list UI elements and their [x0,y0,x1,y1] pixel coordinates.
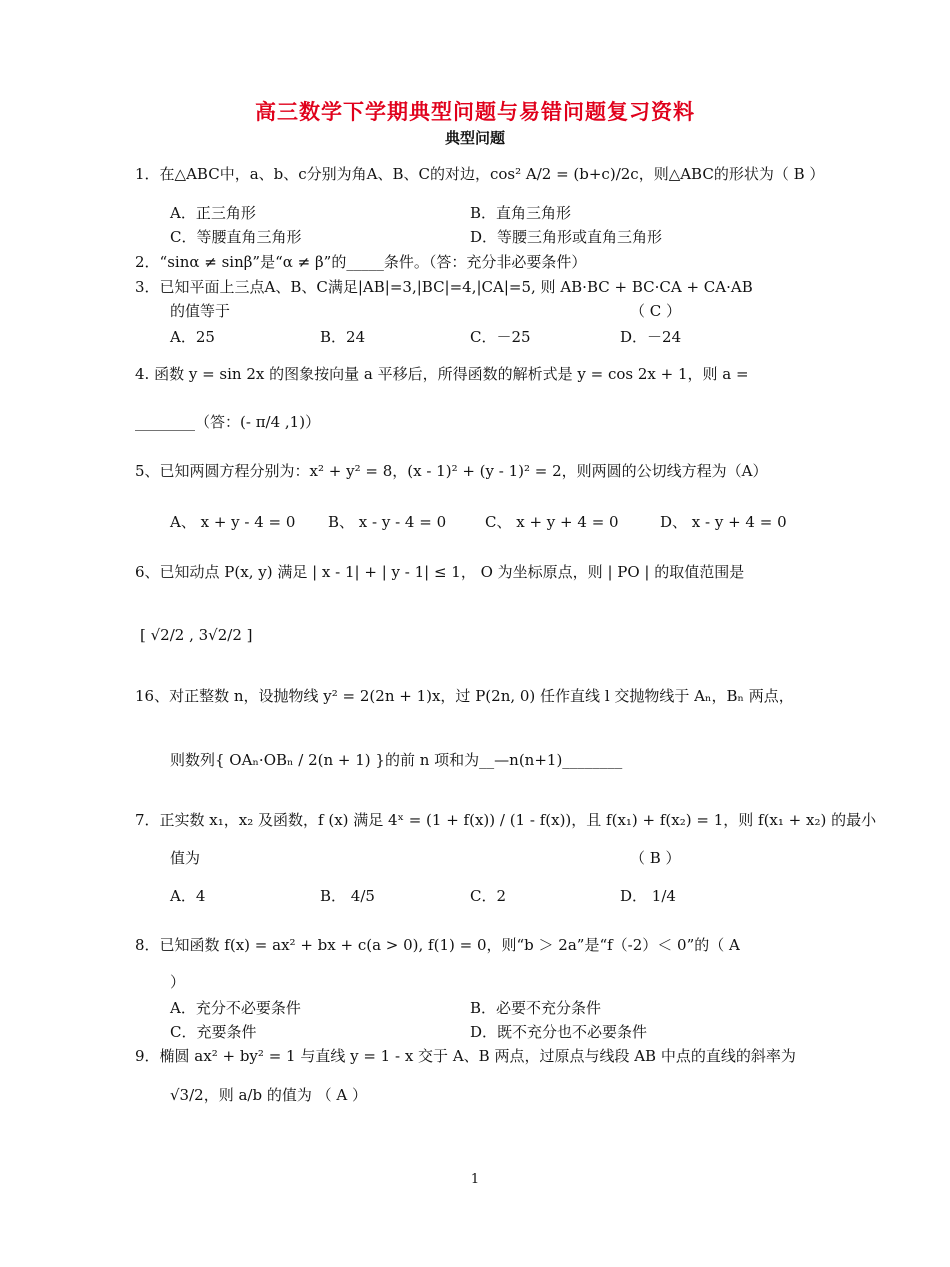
question-1-option-c: C．等腰直角三角形 [170,228,302,246]
question-1-option-a: A．正三角形 [170,204,256,222]
question-7-stem: 7．正实数 x₁，x₂ 及函数，f (x) 满足 4ˣ = (1 + f(x)) / (1 - f(x))，且 f(x₁) + f(x₂) = 1，则 f(x₁ + x₂) 的最小 [135,811,877,829]
question-7-option-c: C．2 [470,887,507,905]
question-9-stem-continued: √3/2，则 a/b 的值为 （ A ） [170,1086,367,1104]
page-number: 1 [470,1172,480,1187]
question-3-option-a: A．25 [170,328,215,346]
question-7-answer: （ B ） [630,849,681,867]
question-8-option-a: A．充分不必要条件 [170,999,301,1017]
question-3-answer: （ C ） [630,302,682,320]
question-8-stem-continued: ） [170,973,186,991]
question-5-stem: 5、已知两圆方程分别为：x² + y² = 8，(x - 1)² + (y - 1)² = 2，则两圆的公切线方程为（A） [135,462,768,480]
question-8-stem: 8．已知函数 f(x) = ax² + bx + c(a > 0), f(1) = 0，则“b ＞ 2a”是“f（-2）＜ 0”的（ A [135,936,740,954]
question-7-option-d: D． 1/4 [620,887,676,905]
question-5-option-b: B、 x - y - 4 = 0 [328,513,447,531]
question-6-answer: [ √2/2 , 3√2/2 ] [140,626,253,644]
section-heading: 典型问题 [444,129,505,147]
question-1-option-d: D．等腰三角形或直角三角形 [470,228,663,246]
question-7-option-b: B． 4/5 [320,887,375,905]
question-3-stem: 3．已知平面上三点A、B、C满足|AB|=3,|BC|=4,|CA|=5, 则 AB·BC + BC·CA + CA·AB [135,278,753,296]
question-1-stem: 1．在△ABC中，a、b、c分别为角A、B、C的对边，cos² A/2 = (b+c)/2c，则△ABC的形状为（ B ） [135,165,825,183]
question-7-stem-continued: 值为 [170,849,201,867]
question-5-option-c: C、 x + y + 4 = 0 [485,513,619,531]
question-9-stem: 9．椭圆 ax² + by² = 1 与直线 y = 1 - x 交于 A、B 两点，过原点与线段 AB 中点的直线的斜率为 [135,1047,796,1065]
question-16-stem: 16、对正整数 n，设抛物线 y² = 2(2n + 1)x，过 P(2n, 0) 任作直线 l 交抛物线于 Aₙ，Bₙ 两点， [135,687,794,705]
page-title: 高三数学下学期典型问题与易错问题复习资料 [255,100,695,124]
question-2-stem: 2．“sinα ≠ sinβ”是“α ≠ β”的_____条件。（答：充分非必要条件） [135,253,587,271]
question-8-option-c: C．充要条件 [170,1023,257,1041]
question-5-option-a: A、 x + y - 4 = 0 [170,513,296,531]
question-4-stem: 4. 函数 y = sin 2x 的图象按向量 a 平移后，所得函数的解析式是 y = cos 2x + 1，则 a = [135,365,749,383]
question-3-option-c: C．－25 [470,328,531,346]
question-16-stem-continued: 则数列{ OAₙ·OBₙ / 2(n + 1) }的前 n 项和为__—n(n+1)________ [170,751,623,769]
question-3-stem-continued: 的值等于 [170,302,231,320]
question-5-option-d: D、 x - y + 4 = 0 [660,513,787,531]
question-7-option-a: A．4 [170,887,206,905]
question-4-answer: ________（答：(- π/4 ,1)） [135,413,321,431]
question-3-option-b: B．24 [320,328,366,346]
question-1-option-b: B．直角三角形 [470,204,572,222]
question-3-option-d: D．－24 [620,328,682,346]
question-6-stem: 6、已知动点 P(x, y) 满足 | x - 1| + | y - 1| ≤ 1， O 为坐标原点，则 | PO | 的取值范围是 [135,563,745,581]
question-8-option-d: D．既不充分也不必要条件 [470,1023,648,1041]
question-8-option-b: B．必要不充分条件 [470,999,602,1017]
